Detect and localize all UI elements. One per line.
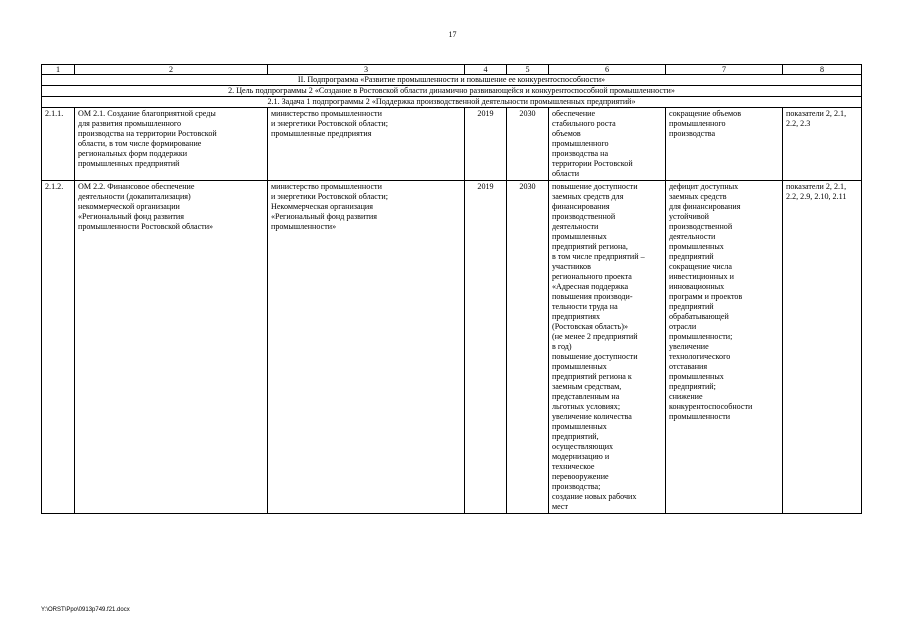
- cell-line: финансирования: [552, 202, 610, 211]
- cell-line: создание новых рабочих: [552, 492, 637, 501]
- cell-line: техническое: [552, 462, 595, 471]
- table-row: [42, 108, 862, 181]
- cell-line: показатели 2, 2.1,: [786, 109, 847, 118]
- cell-line: технологического: [669, 352, 731, 361]
- indicators: [783, 181, 862, 514]
- cell-line: регионального проекта: [552, 272, 632, 281]
- column-header: 7: [666, 65, 783, 75]
- cell-line: промышленности»: [271, 222, 337, 231]
- row-number: 2.1.1.: [42, 108, 75, 181]
- consequences: [666, 181, 783, 514]
- cell-line: устойчивой: [669, 212, 709, 221]
- cell-line: (не менее 2 предприятий: [552, 332, 638, 341]
- cell-line: деятельности: [669, 232, 716, 241]
- column-number-row: [42, 65, 862, 75]
- cell-line: объемов: [552, 129, 581, 138]
- cell-line: некоммерческой организации: [78, 202, 180, 211]
- cell-line: промышленных: [669, 372, 724, 381]
- cell-line: (Ростовская область)»: [552, 322, 628, 331]
- end-year: 2030: [507, 181, 549, 514]
- cell-line: инвестиционных и: [669, 272, 734, 281]
- cell-line: промышленных: [669, 242, 724, 251]
- cell-line: области: [552, 169, 580, 178]
- measure-name: [75, 181, 268, 514]
- measure-name: [75, 108, 268, 181]
- cell-line: снижение: [669, 392, 703, 401]
- cell-line: деятельности (докапитализация): [78, 192, 191, 201]
- cell-line: программ и проектов: [669, 292, 743, 301]
- end-year: 2030: [507, 108, 549, 181]
- cell-line: осуществляющих: [552, 442, 614, 451]
- cell-line: предприятиях: [552, 312, 601, 321]
- cell-line: и энергетики Ростовской области;: [271, 119, 388, 128]
- row-number: 2.1.2.: [42, 181, 75, 514]
- cell-line: мест: [552, 502, 569, 511]
- cell-line: повышение доступности: [552, 352, 638, 361]
- start-year: 2019: [465, 108, 507, 181]
- cell-line: «Региональный фонд развития: [271, 212, 377, 221]
- cell-line: предприятий,: [552, 432, 599, 441]
- cell-line: Некоммерческая организация: [271, 202, 373, 211]
- cell-line: участников: [552, 262, 591, 271]
- cell-line: тельности труда на: [552, 302, 618, 311]
- start-year: 2019: [465, 181, 507, 514]
- column-header: 6: [549, 65, 666, 75]
- cell-line: промышленного: [669, 119, 726, 128]
- cell-line: промышленности Ростовской области»: [78, 222, 214, 231]
- cell-line: льготных условиях;: [552, 402, 621, 411]
- cell-line: промышленного: [552, 139, 609, 148]
- cell-line: министерство промышленности: [271, 182, 382, 191]
- cell-line: для финансирования: [669, 202, 741, 211]
- cell-line: области, в том числе формирование: [78, 139, 202, 148]
- cell-line: региональных форм поддержки: [78, 149, 188, 158]
- cell-line: деятельности: [552, 222, 599, 231]
- cell-line: ОМ 2.1. Создание благоприятной среды: [78, 109, 216, 118]
- subprogram-row: [42, 75, 862, 86]
- cell-line: предприятий: [669, 302, 714, 311]
- cell-line: для развития промышленного: [78, 119, 182, 128]
- cell-line: сокращение числа: [669, 262, 732, 271]
- cell-line: промышленных: [552, 362, 607, 371]
- cell-line: производства;: [552, 482, 601, 491]
- cell-line: предприятий: [669, 252, 714, 261]
- cell-line: промышленные предприятия: [271, 129, 372, 138]
- cell-line: промышленных: [552, 422, 607, 431]
- cell-line: представленным на: [552, 392, 620, 401]
- cell-line: дефицит доступных: [669, 182, 739, 191]
- cell-line: отставания: [669, 362, 708, 371]
- cell-line: показатели 2, 2.1,: [786, 182, 847, 191]
- cell-line: инновационных: [669, 282, 725, 291]
- page-number: 17: [448, 30, 457, 39]
- cell-line: министерство промышленности: [271, 109, 382, 118]
- expected-result: [549, 108, 666, 181]
- cell-line: повышение доступности: [552, 182, 638, 191]
- column-header: 2: [75, 65, 268, 75]
- consequences: [666, 108, 783, 181]
- cell-line: заемным средствам,: [552, 382, 622, 391]
- cell-line: промышленности;: [669, 332, 733, 341]
- cell-line: производства на территории Ростовской: [78, 129, 217, 138]
- cell-line: производства на: [552, 149, 609, 158]
- executor: [268, 181, 465, 514]
- cell-line: в год): [552, 342, 572, 351]
- cell-line: ОМ 2.2. Финансовое обеспечение: [78, 182, 195, 191]
- cell-line: заемных средств: [669, 192, 727, 201]
- cell-line: производственной: [669, 222, 733, 231]
- file-path: Y:\ORST\Ppo\0913p749.f21.docx: [41, 607, 130, 613]
- cell-line: перевооружение: [552, 472, 609, 481]
- table-row: [42, 181, 862, 514]
- cell-line: отрасли: [669, 322, 697, 331]
- cell-line: в том числе предприятий –: [552, 252, 645, 261]
- goal-row: [42, 86, 862, 97]
- cell-line: модернизацию и: [552, 452, 610, 461]
- cell-line: промышленных предприятий: [78, 159, 180, 168]
- cell-line: 2.2, 2.3: [786, 119, 811, 128]
- subprogram-title: II. Подпрограмма «Развитие промышленности и повышение ее конкурентоспособности»: [42, 75, 862, 86]
- column-header: 1: [42, 65, 75, 75]
- cell-line: заемных средств для: [552, 192, 624, 201]
- cell-line: промышленных: [552, 232, 607, 241]
- cell-line: «Адресная поддержка: [552, 282, 629, 291]
- column-header: 8: [783, 65, 862, 75]
- cell-line: увеличение количества: [552, 412, 632, 421]
- task-title: 2.1. Задача 1 подпрограммы 2 «Поддержка производственной деятельности промышленных предприятий»: [42, 97, 862, 108]
- cell-line: повышения производи-: [552, 292, 633, 301]
- cell-line: конкурентоспособности: [669, 402, 753, 411]
- task-row: [42, 97, 862, 108]
- cell-line: сокращение объемов: [669, 109, 742, 118]
- cell-line: 2.2, 2.9, 2.10, 2.11: [786, 192, 847, 201]
- cell-line: промышленности: [669, 412, 731, 421]
- cell-line: стабильного роста: [552, 119, 616, 128]
- cell-line: обеспечение: [552, 109, 596, 118]
- column-header: 4: [465, 65, 507, 75]
- cell-line: предприятий региона к: [552, 372, 632, 381]
- indicators: [783, 108, 862, 181]
- cell-line: и энергетики Ростовской области;: [271, 192, 388, 201]
- program-table: [41, 64, 862, 514]
- cell-line: увеличение: [669, 342, 709, 351]
- cell-line: «Региональный фонд развития: [78, 212, 184, 221]
- expected-result: [549, 181, 666, 514]
- executor: [268, 108, 465, 181]
- cell-line: предприятий;: [669, 382, 716, 391]
- goal-title: 2. Цель подпрограммы 2 «Создание в Ростовской области динамично развивающейся и конкурентоспособной промышленности»: [42, 86, 862, 97]
- column-header: 5: [507, 65, 549, 75]
- cell-line: производства: [669, 129, 716, 138]
- cell-line: обрабатывающей: [669, 312, 729, 321]
- cell-line: предприятий региона,: [552, 242, 628, 251]
- column-header: 3: [268, 65, 465, 75]
- cell-line: территории Ростовской: [552, 159, 633, 168]
- cell-line: производственной: [552, 212, 616, 221]
